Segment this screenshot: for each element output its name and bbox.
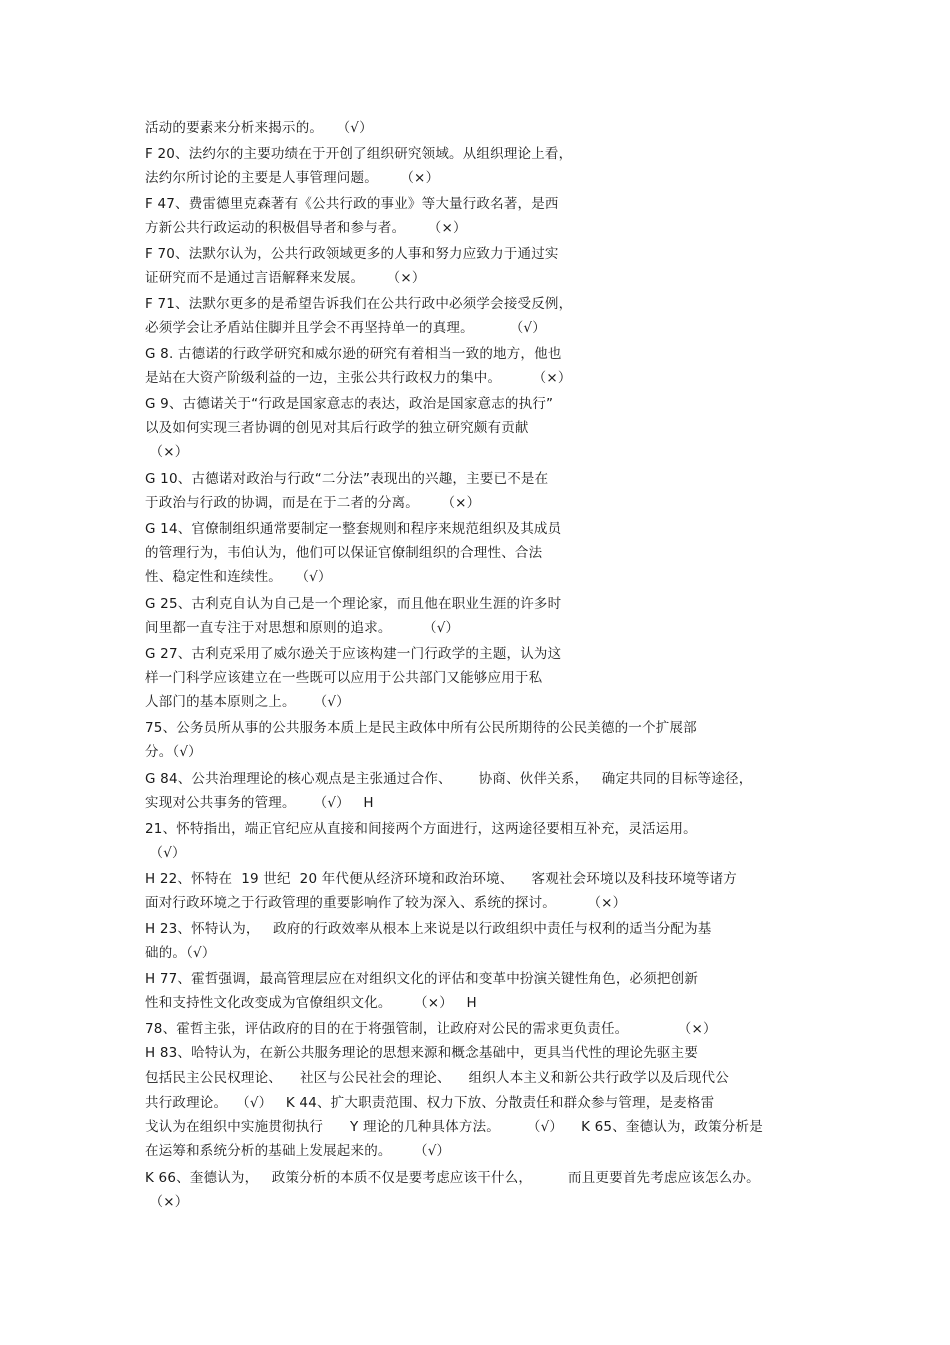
text-line: 以及如何实现三者协调的创见对其后行政学的独立研究颇有贡献 [145, 420, 529, 436]
text-line: 78、霍哲主张，评估政府的目的在于将强管制，让政府对公民的需求更负责任。 （×） [145, 1021, 717, 1037]
text-line: F 71、法默尔更多的是希望告诉我们在公共行政中必须学会接受反例， [145, 296, 573, 312]
text-line: 法约尔所讨论的主要是人事管理问题。 （×） [145, 170, 440, 186]
text-line: （×） [145, 1194, 189, 1210]
text-line: 性、稳定性和连续性。 （√） [145, 569, 332, 585]
text-line: G 14、官僚制组织通常要制定一整套规则和程序来规范组织及其成员 [145, 521, 562, 537]
text-line: 21、怀特指出，端正官纪应从直接和间接两个方面进行，这两途径要相互补充，灵活运用。 [145, 821, 697, 837]
text-line: 样一门科学应该建立在一些既可以应用于公共部门又能够应用于私 [145, 670, 543, 686]
text-line: G 9、古德诺关于“行政是国家意志的表达，政治是国家意志的执行” [145, 396, 554, 412]
text-line: 必须学会让矛盾站住脚并且学会不再坚持单一的真理。 （√） [145, 320, 546, 336]
text-line: 戈认为在组织中实施贯彻执行 Y 理论的几种具体方法。 （√） K 65、奎德认为，政策分析是 [145, 1119, 763, 1135]
text-line: 75、公务员所从事的公共服务本质上是民主政体中所有公民所期待的公民美德的一个扩展部 [145, 720, 697, 736]
text-line: G 8. 古德诺的行政学研究和威尔逊的研究有着相当一致的地方，他也 [145, 346, 562, 362]
text-line: 实现对公共事务的管理。 （√） H [145, 795, 374, 811]
text-line: 人部门的基本原则之上。 （√） [145, 694, 350, 710]
text-line: G 27、古利克采用了威尔逊关于应该构建一门行政学的主题，认为这 [145, 646, 562, 662]
text-line: K 66、奎德认为， 政策分析的本质不仅是要考虑应该干什么， 而且更要首先考虑应该怎么办。 [145, 1170, 760, 1186]
text-line: H 22、怀特在 19 世纪 20 年代便从经济环境和政治环境、 客观社会环境以及科技环境等诸方 [145, 871, 737, 887]
text-line: 于政治与行政的协调，而是在于二者的分离。 （×） [145, 495, 481, 511]
text-line: 间里都一直专注于对思想和原则的追求。 （√） [145, 620, 460, 636]
text-line: F 70、法默尔认为，公共行政领域更多的人事和努力应致力于通过实 [145, 246, 559, 262]
text-line: （×） [145, 444, 189, 460]
text-line: F 20、法约尔的主要功绩在于开创了组织研究领域。从组织理论上看， [145, 146, 573, 162]
text-line: 方新公共行政运动的积极倡导者和参与者。 （×） [145, 220, 467, 236]
text-line: 分。（√） [145, 744, 202, 760]
text-line: 的管理行为，韦伯认为，他们可以保证官僚制组织的合理性、合法 [145, 545, 543, 561]
text-line: 础的。（√） [145, 945, 216, 961]
text-line: G 10、古德诺对政治与行政“二分法”表现出的兴趣，主要已不是在 [145, 471, 549, 487]
text-line: H 83、哈特认为，在新公共服务理论的思想来源和概念基础中，更具当代性的理论先驱主要 [145, 1045, 699, 1061]
text-line: 是站在大资产阶级利益的一边，主张公共行政权力的集中。 （×） [145, 370, 572, 386]
text-line: 活动的要素来分析来揭示的。 （√） [145, 120, 373, 136]
text-line: 性和支持性文化改变成为官僚组织文化。 （×） H [145, 995, 477, 1011]
text-line: 面对行政环境之于行政管理的重要影响作了较为深入、系统的探讨。 （×） [145, 895, 627, 911]
text-line: H 77、霍哲强调，最高管理层应在对组织文化的评估和变革中扮演关键性角色，必须把创新 [145, 971, 699, 987]
text-line: 共行政理论。 （√） K 44、扩大职责范围、权力下放、分散责任和群众参与管理，是麦格雷 [145, 1095, 715, 1111]
text-line: G 25、古利克自认为自己是一个理论家，而且他在职业生涯的许多时 [145, 596, 562, 612]
text-line: G 84、公共治理理论的核心观点是主张通过合作、 协商、伙伴关系， 确定共同的目标等途径， [145, 771, 753, 787]
text-line: 证研究而不是通过言语解释来发展。 （×） [145, 270, 426, 286]
text-line: 在运筹和系统分析的基础上发展起来的。 （√） [145, 1143, 451, 1159]
text-line: （√） [145, 845, 186, 861]
text-line: 包括民主公民权理论、 社区与公民社会的理论、 组织人本主义和新公共行政学以及后现代公 [145, 1070, 729, 1086]
text-line: H 23、怀特认为， 政府的行政效率从根本上来说是以行政组织中责任与权利的适当分配为基 [145, 921, 712, 937]
text-line: F 47、费雷德里克森著有《公共行政的事业》等大量行政名著，是西 [145, 196, 559, 212]
